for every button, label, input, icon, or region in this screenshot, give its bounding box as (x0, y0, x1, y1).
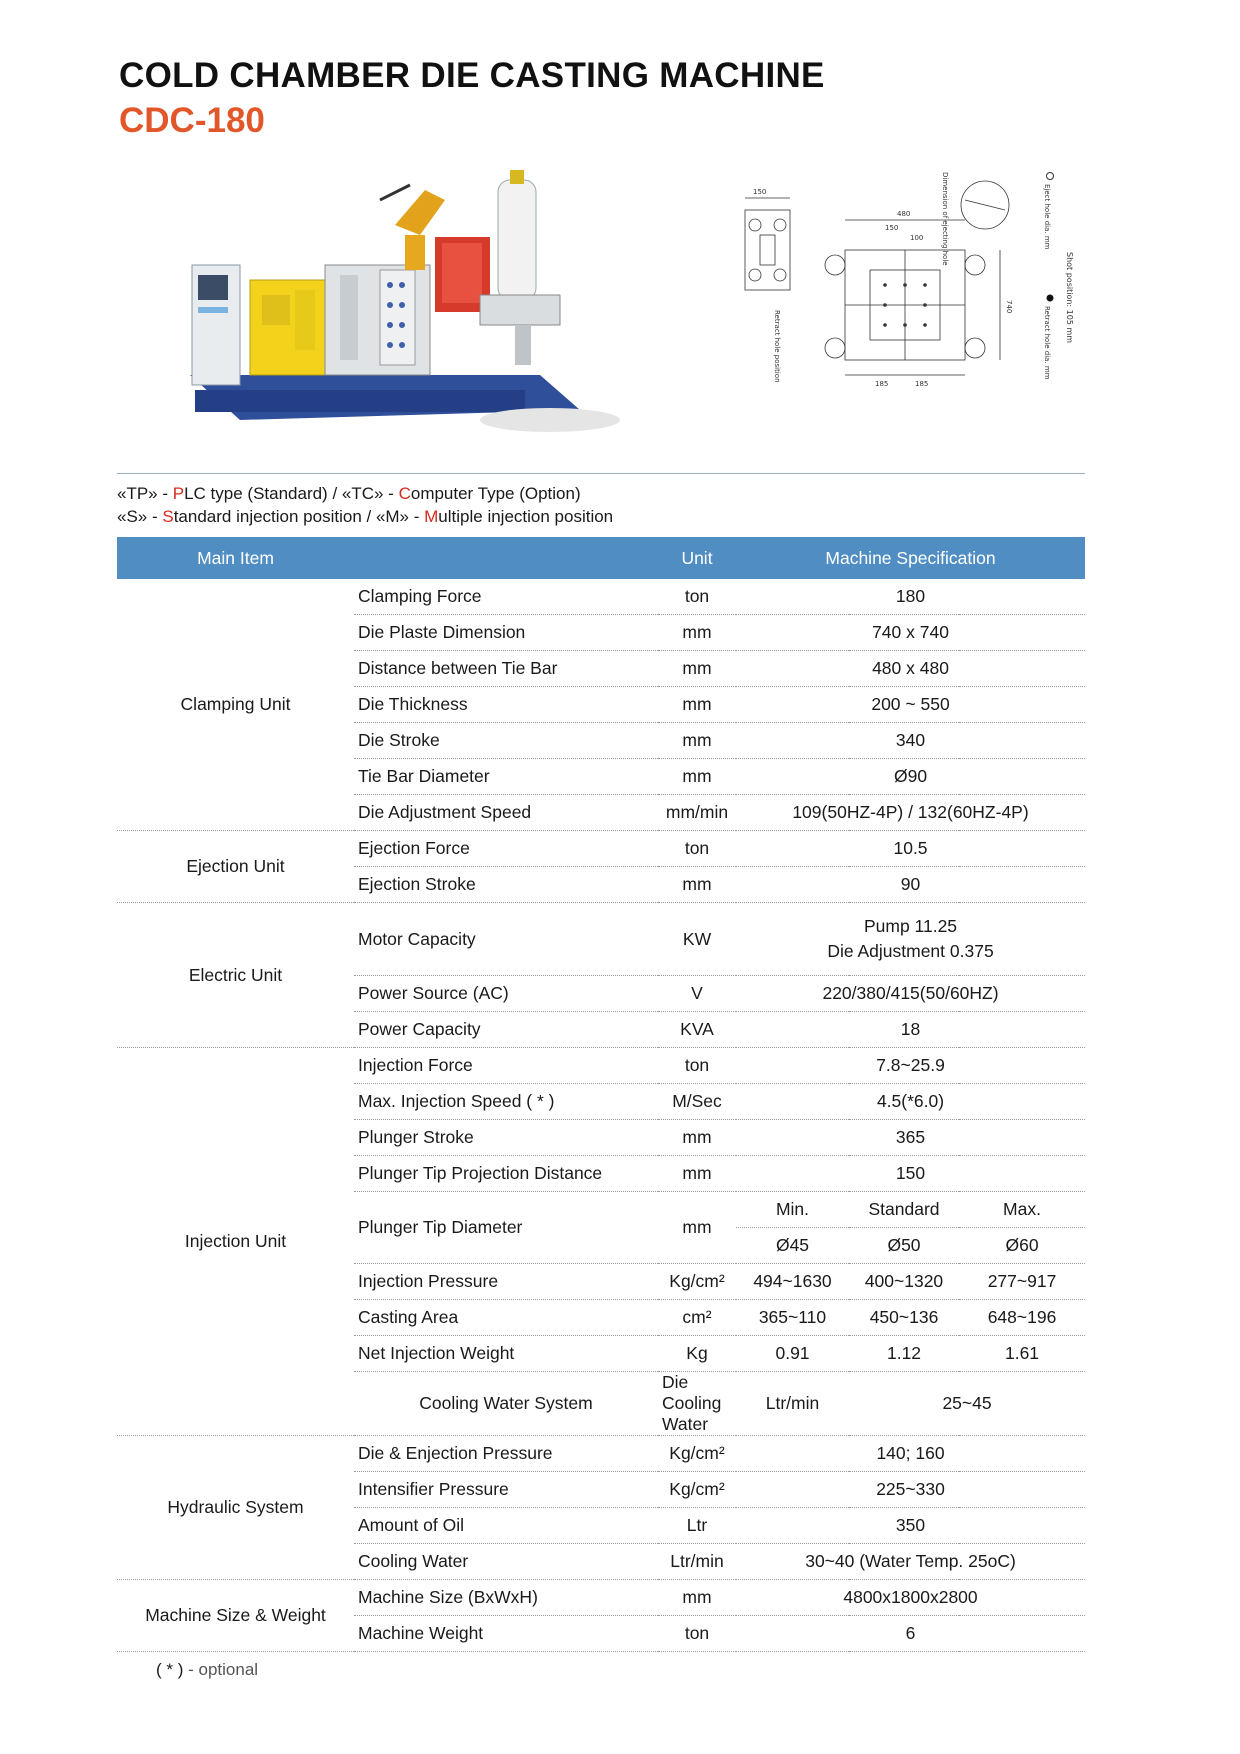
machine-image (180, 165, 620, 450)
header-unit: Unit (658, 537, 736, 579)
legend-line-injection: «S» - Standard injection position / «M» - Multiple injection position (117, 507, 614, 526)
table-row: Machine Size & Weight Machine Size (BxWxH) mm 4800x1800x2800 (117, 1580, 1085, 1616)
table-row: Net Injection Weight Kg 0.91 1.12 1.61 (117, 1336, 1085, 1372)
header-machine-spec: Machine Specification (736, 537, 1085, 579)
group-injection: Injection Unit (117, 1048, 354, 1436)
diagram-dimension-label: Dimension of ejecting hole (941, 172, 949, 266)
diagram-100-label: 100 (910, 234, 924, 242)
spec-table (117, 537, 1085, 1652)
page-title: COLD CHAMBER DIE CASTING MACHINE (119, 56, 825, 95)
diagram-480-label: 480 (897, 210, 911, 218)
table-row: Electric Unit Motor Capacity KW Pump 11.25 Die Adjustment 0.375 (117, 903, 1085, 976)
table-row: Ejection Stroke mm 90 (117, 867, 1085, 903)
table-row: Amount of Oil Ltr 350 (117, 1508, 1085, 1544)
diagram-150b-label: 150 (885, 224, 899, 232)
diagram-740-label: 740 (1005, 300, 1013, 314)
table-row: Plunger Tip Diameter mm Min. Standard Max. (117, 1192, 1085, 1228)
diagram-shot-position: Shot position: 105 mm (1065, 252, 1074, 344)
table-row: Die Thickness mm 200 ~ 550 (117, 687, 1085, 723)
footnote: ( * ) - optional (156, 1660, 259, 1679)
table-row: Power Source (AC) V 220/380/415(50/60HZ) (117, 976, 1085, 1012)
table-row: Die Stroke mm 340 (117, 723, 1085, 759)
diagram-185b-label: 185 (915, 380, 929, 388)
table-row: Hydraulic System Die & Enjection Pressure Kg/cm² 140; 160 (117, 1436, 1085, 1472)
die-platen-diagram (735, 170, 1085, 435)
diagram-retract-hole: Retract hole dia. mm (1043, 306, 1051, 380)
table-row: Power Capacity KVA 18 (117, 1012, 1085, 1048)
diagram-eject-hole: Eject hole dia. mm (1043, 184, 1051, 250)
group-size-weight: Machine Size & Weight (117, 1580, 354, 1652)
table-row: Distance between Tie Bar mm 480 x 480 (117, 651, 1085, 687)
table-row: Machine Weight ton 6 (117, 1616, 1085, 1652)
table-row: Injection Unit Injection Force ton 7.8~25.9 (117, 1048, 1085, 1084)
table-row: Casting Area cm² 365~110 450~136 648~196 (117, 1300, 1085, 1336)
group-cooling: Cooling Water System (354, 1372, 658, 1436)
model-name: CDC-180 (119, 101, 265, 140)
type-legend (117, 482, 613, 528)
table-row: Plunger Tip Projection Distance mm 150 (117, 1156, 1085, 1192)
table-row: Ø45 Ø50 Ø60 (117, 1228, 1085, 1264)
diagram-150-label: 150 (753, 188, 767, 196)
table-header (117, 537, 1085, 579)
table-row: Tie Bar Diameter mm Ø90 (117, 759, 1085, 795)
table-row: Cooling Water Ltr/min 30~40 (Water Temp. 25oC) (117, 1544, 1085, 1580)
table-row: Cooling Water System Die Cooling Water Ltr/min 25~45 (117, 1372, 1085, 1436)
table-row: Ejection Unit Ejection Force ton 10.5 (117, 831, 1085, 867)
diagram-retract-position: Retract hole position (773, 310, 781, 383)
table-row: Die Adjustment Speed mm/min 109(50HZ-4P) / 132(60HZ-4P) (117, 795, 1085, 831)
table-row: Plunger Stroke mm 365 (117, 1120, 1085, 1156)
table-row: Clamping Unit Clamping Force ton 180 (117, 579, 1085, 615)
diagram-185a-label: 185 (875, 380, 889, 388)
table-row: Max. Injection Speed ( * ) M/Sec 4.5(*6.0) (117, 1084, 1085, 1120)
divider (117, 473, 1085, 474)
group-electric: Electric Unit (117, 903, 354, 1048)
group-ejection: Ejection Unit (117, 831, 354, 903)
table-row: Die Plaste Dimension mm 740 x 740 (117, 615, 1085, 651)
table-row: Injection Pressure Kg/cm² 494~1630 400~1320 277~917 (117, 1264, 1085, 1300)
legend-line-plc: «TP» - PLC type (Standard) / «TC» - Computer Type (Option) (117, 484, 581, 503)
group-clamping: Clamping Unit (117, 579, 354, 831)
group-hydraulic: Hydraulic System (117, 1436, 354, 1580)
header-main-item: Main Item (117, 537, 354, 579)
table-row: Intensifier Pressure Kg/cm² 225~330 (117, 1472, 1085, 1508)
